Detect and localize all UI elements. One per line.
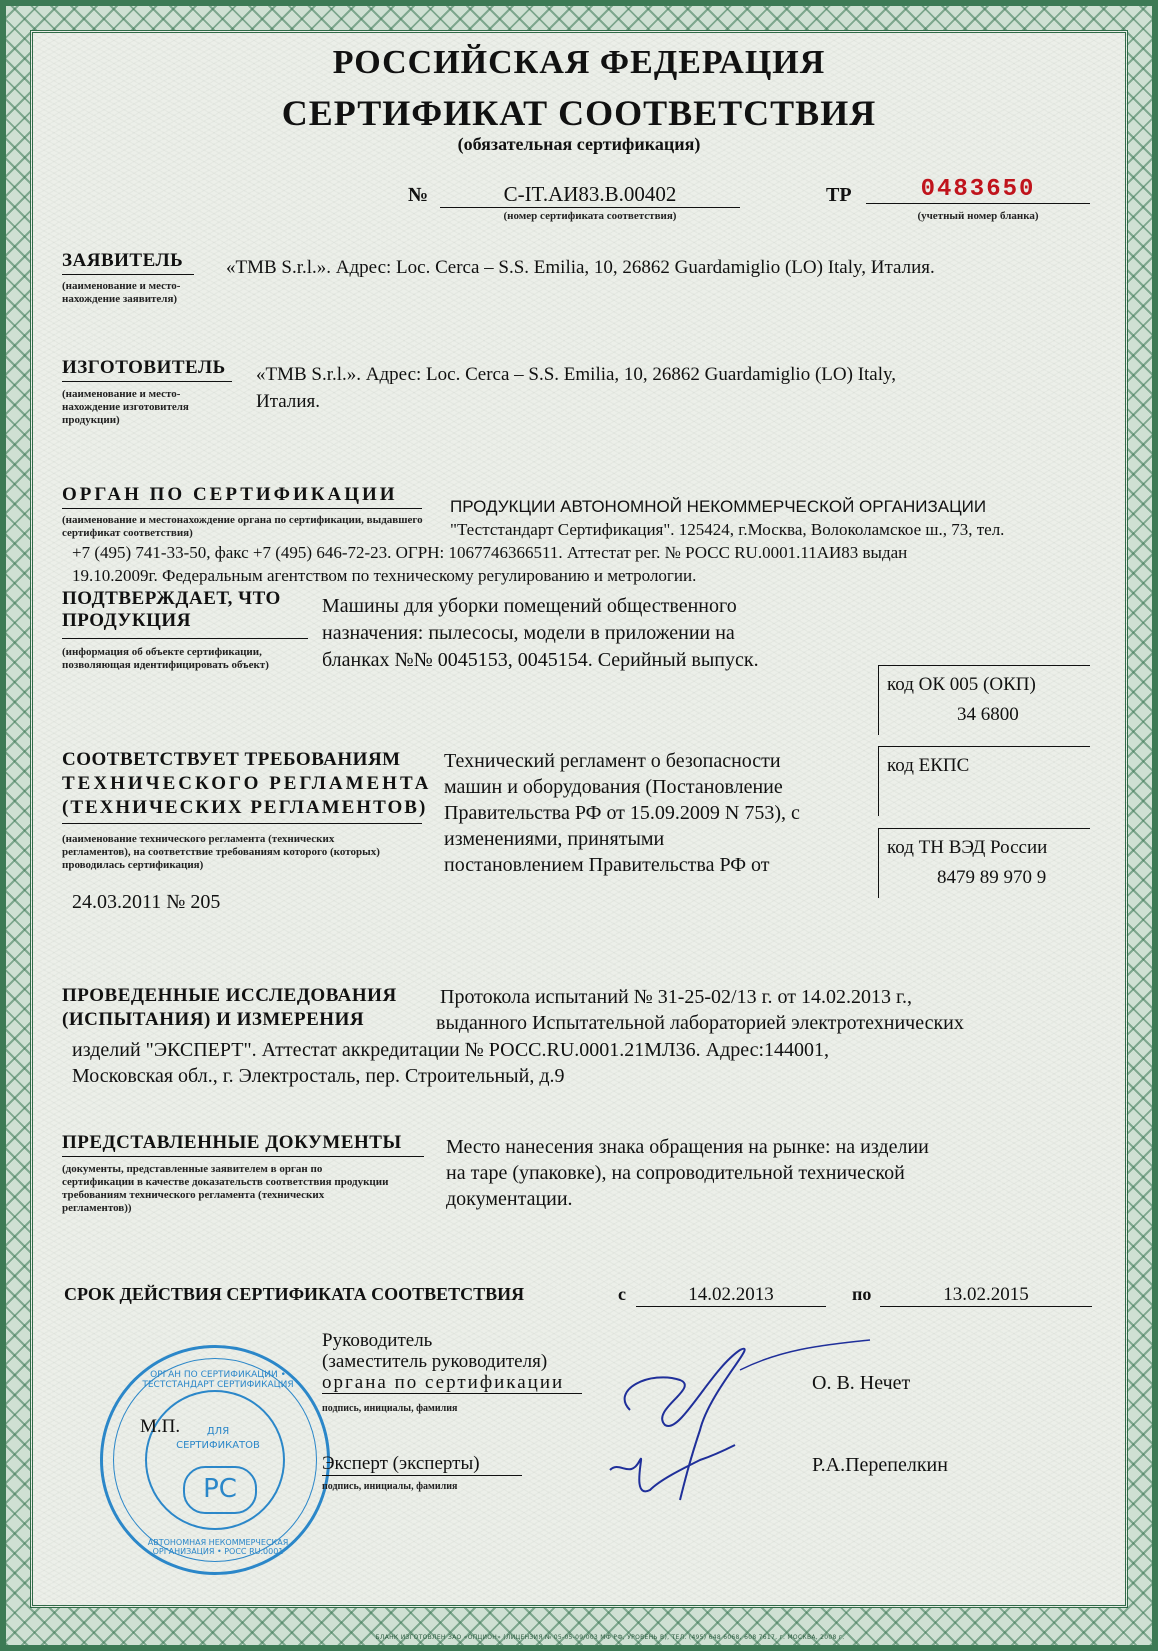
rs-logo-icon: РС: [183, 1466, 257, 1514]
tests-label-line1: ПРОВЕДЕННЫЕ ИССЛЕДОВАНИЯ: [62, 985, 397, 1006]
regulation-label-line2: ТЕХНИЧЕСКОГО РЕГЛАМЕНТА: [62, 773, 432, 794]
certification-body-line2: "Тестстандарт Сертификация". 125424, г.Москва, Волоколамское ш., 73, тел.: [450, 520, 1005, 539]
regulation-line3: Правительства РФ от 15.09.2009 N 753), с: [444, 802, 800, 824]
blank-number-caption: (учетный номер бланка): [917, 210, 1039, 222]
product-line2: назначения: пылесосы, модели в приложении на: [322, 622, 735, 644]
product-label-line1: ПОДТВЕРЖДАЕТ, ЧТО: [62, 588, 281, 609]
validity-to-prefix: по: [852, 1284, 872, 1304]
certificate-number: C-IT.АИ83.В.00402: [440, 182, 740, 208]
manufacturer-value-line1: «TMB S.r.l.». Адрес: Loc. Cerca – S.S. Emilia, 10, 26862 Guardamiglio (LO) Italy,: [256, 364, 897, 385]
seal-bottom-text: АВТОНОМНАЯ НЕКОММЕРЧЕСКАЯ ОРГАНИЗАЦИЯ • РОСС RU.0001: [147, 1538, 289, 1556]
tests-line1: Протокола испытаний № 31-25-02/13 г. от 14.02.2013 г.,: [440, 986, 912, 1008]
documents-caption: (документы, представленные заявителем в орган по сертификации в качестве доказательств соответствия продукции требованиям технического регламента (технических регламентов)): [62, 1163, 389, 1214]
product-label-underline: [62, 638, 308, 639]
product-line3: бланках №№ 0045153, 0045154. Серийный выпуск.: [322, 649, 759, 671]
manufacturer-value-line2: Италия.: [256, 391, 320, 412]
seal-inner-top: ДЛЯ: [206, 1426, 230, 1437]
regulation-line5: постановлением Правительства РФ от: [444, 854, 770, 876]
certification-body-line3: +7 (495) 741-33-50, факс +7 (495) 646-72-23. ОГРН: 1067746366511. Аттестат рег. № РОСС RU.0001.11АИ83 выдан: [72, 543, 908, 562]
official-seal: [100, 1345, 330, 1575]
manufacturer-label: ИЗГОТОВИТЕЛЬ: [62, 357, 232, 382]
validity-from-date: 14.02.2013: [636, 1284, 826, 1307]
tests-label: [62, 984, 397, 1034]
documents-label: ПРЕДСТАВЛЕННЫЕ ДОКУМЕНТЫ: [62, 1132, 424, 1157]
product-caption: (информация об объекте сертификации, позволяющая идентифицировать объект): [62, 646, 269, 671]
head-signature-caption: подпись, инициалы, фамилия: [322, 1403, 458, 1414]
regulation-label-line3: (ТЕХНИЧЕСКИХ РЕГЛАМЕНТОВ): [62, 797, 428, 818]
tests-line2: выданного Испытательной лабораторией электротехнических: [436, 1012, 964, 1034]
applicant-label: ЗАЯВИТЕЛЬ: [62, 250, 194, 275]
okp-code-value: 34 6800: [957, 704, 1019, 725]
okp-code-box: [878, 665, 1090, 735]
regulation-line1: Технический регламент о безопасности: [444, 750, 781, 772]
documents-line1: Место нанесения знака обращения на рынке: на изделии: [446, 1136, 929, 1158]
seal-label: М.П.: [140, 1416, 181, 1437]
regulation-line4: изменениями, принятыми: [444, 828, 665, 850]
regulation-label-underline: [62, 823, 422, 824]
head-title-line2: (заместитель руководителя): [322, 1351, 548, 1372]
head-title-line1: Руководитель: [322, 1330, 433, 1351]
expert-title: Эксперт (эксперты): [322, 1453, 522, 1476]
ekps-code-label: код ЕКПС: [887, 755, 970, 776]
regulation-line6: 24.03.2011 № 205: [72, 891, 221, 913]
certification-body-caption: (наименование и местонахождение органа по сертификации, выдавшего сертификат соответствия): [62, 514, 423, 539]
regulation-label: [62, 748, 431, 822]
product-line1: Машины для уборки помещений общественного: [322, 595, 737, 617]
documents-line3: документации.: [446, 1188, 573, 1210]
seal-inner-bottom: СЕРТИФИКАТОВ: [176, 1440, 260, 1451]
document-subtitle: (обязательная сертификация): [457, 134, 701, 154]
validity-label: СРОК ДЕЙСТВИЯ СЕРТИФИКАТА СООТВЕТСТВИЯ: [64, 1284, 525, 1304]
validity-from-prefix: с: [618, 1284, 626, 1304]
tests-line4: Московская обл., г. Электросталь, пер. Строительный, д.9: [72, 1065, 565, 1087]
head-signatory-title: [322, 1330, 582, 1394]
okp-code-label: код ОК 005 (ОКП): [887, 674, 1036, 695]
documents-value: [446, 1134, 929, 1212]
regulation-line2: машин и оборудования (Постановление: [444, 776, 783, 798]
regulation-value: [444, 748, 800, 878]
certification-body-line1: ПРОДУКЦИИ АВТОНОМНОЙ НЕКОММЕРЧЕСКОЙ ОРГАНИЗАЦИИ: [450, 497, 987, 516]
applicant-caption: (наименование и место-нахождение заявителя): [62, 280, 181, 305]
tnved-code-box: [878, 828, 1090, 898]
expert-signature-caption: подпись, инициалы, фамилия: [322, 1481, 458, 1492]
validity-to-date: 13.02.2015: [880, 1284, 1092, 1307]
head-title-line3: органа по сертификации: [322, 1372, 582, 1394]
tnved-code-label: код ТН ВЭД России: [887, 837, 1048, 858]
number-prefix: №: [408, 184, 429, 206]
product-value: [322, 593, 759, 674]
regulation-label-line1: СООТВЕТСТВУЕТ ТРЕБОВАНИЯМ: [62, 749, 401, 770]
seal-outer-text: ОРГАН ПО СЕРТИФИКАЦИИ • ТЕСТСТАНДАРТ СЕРТИФИКАЦИЯ: [142, 1370, 294, 1390]
tr-prefix: ТР: [826, 184, 852, 206]
tests-line3: изделий "ЭКСПЕРТ". Аттестат аккредитации № РОСС.RU.0001.21МЛ36. Адрес:144001,: [72, 1039, 830, 1061]
tnved-code-value: 8479 89 970 9: [937, 867, 1047, 888]
country-title: РОССИЙСКАЯ ФЕДЕРАЦИЯ: [332, 44, 826, 81]
ekps-code-box: [878, 746, 1090, 816]
product-label: [62, 588, 281, 634]
certification-body-label: ОРГАН ПО СЕРТИФИКАЦИИ: [62, 484, 422, 509]
blank-number: 0483650: [866, 176, 1090, 204]
document-title: СЕРТИФИКАТ СООТВЕТСТВИЯ: [281, 93, 877, 133]
documents-line2: на таре (упаковке), на сопроводительной технической: [446, 1162, 905, 1184]
regulation-caption: (наименование технического регламента (технических регламентов), на соответствие требованиям которого (которых) проводилась сертификация): [62, 833, 380, 871]
applicant-value: «TMB S.r.l.». Адрес: Loc. Cerca – S.S. Emilia, 10, 26862 Guardamiglio (LO) Italy, Италия.: [226, 257, 935, 278]
certification-body-line4: 19.10.2009г. Федеральным агентством по техническому регулированию и метрологии.: [72, 566, 697, 585]
manufacturer-caption: (наименование и место-нахождение изготовителя продукции): [62, 388, 189, 426]
certificate-number-caption: (номер сертификата соответствия): [503, 210, 677, 222]
signature-icon: [590, 1330, 890, 1530]
printer-imprint: БЛАНК ИЗГОТОВЛЕН ЗАО «ОПЦИОН» (ЛИЦЕНЗИЯ № 05-05-09/003 МФ РФ, УРОВЕНЬ В), ТЕЛ. (495) 648 6068, 608 7617, г. МОСКВА, 2008 г.: [375, 1634, 845, 1641]
tests-label-line2: (ИСПЫТАНИЯ) И ИЗМЕРЕНИЯ: [62, 1009, 365, 1030]
product-label-line2: ПРОДУКЦИЯ: [62, 610, 191, 631]
head-signatory-name: О. В. Нечет: [812, 1372, 911, 1394]
expert-name: Р.А.Перепелкин: [812, 1454, 948, 1476]
